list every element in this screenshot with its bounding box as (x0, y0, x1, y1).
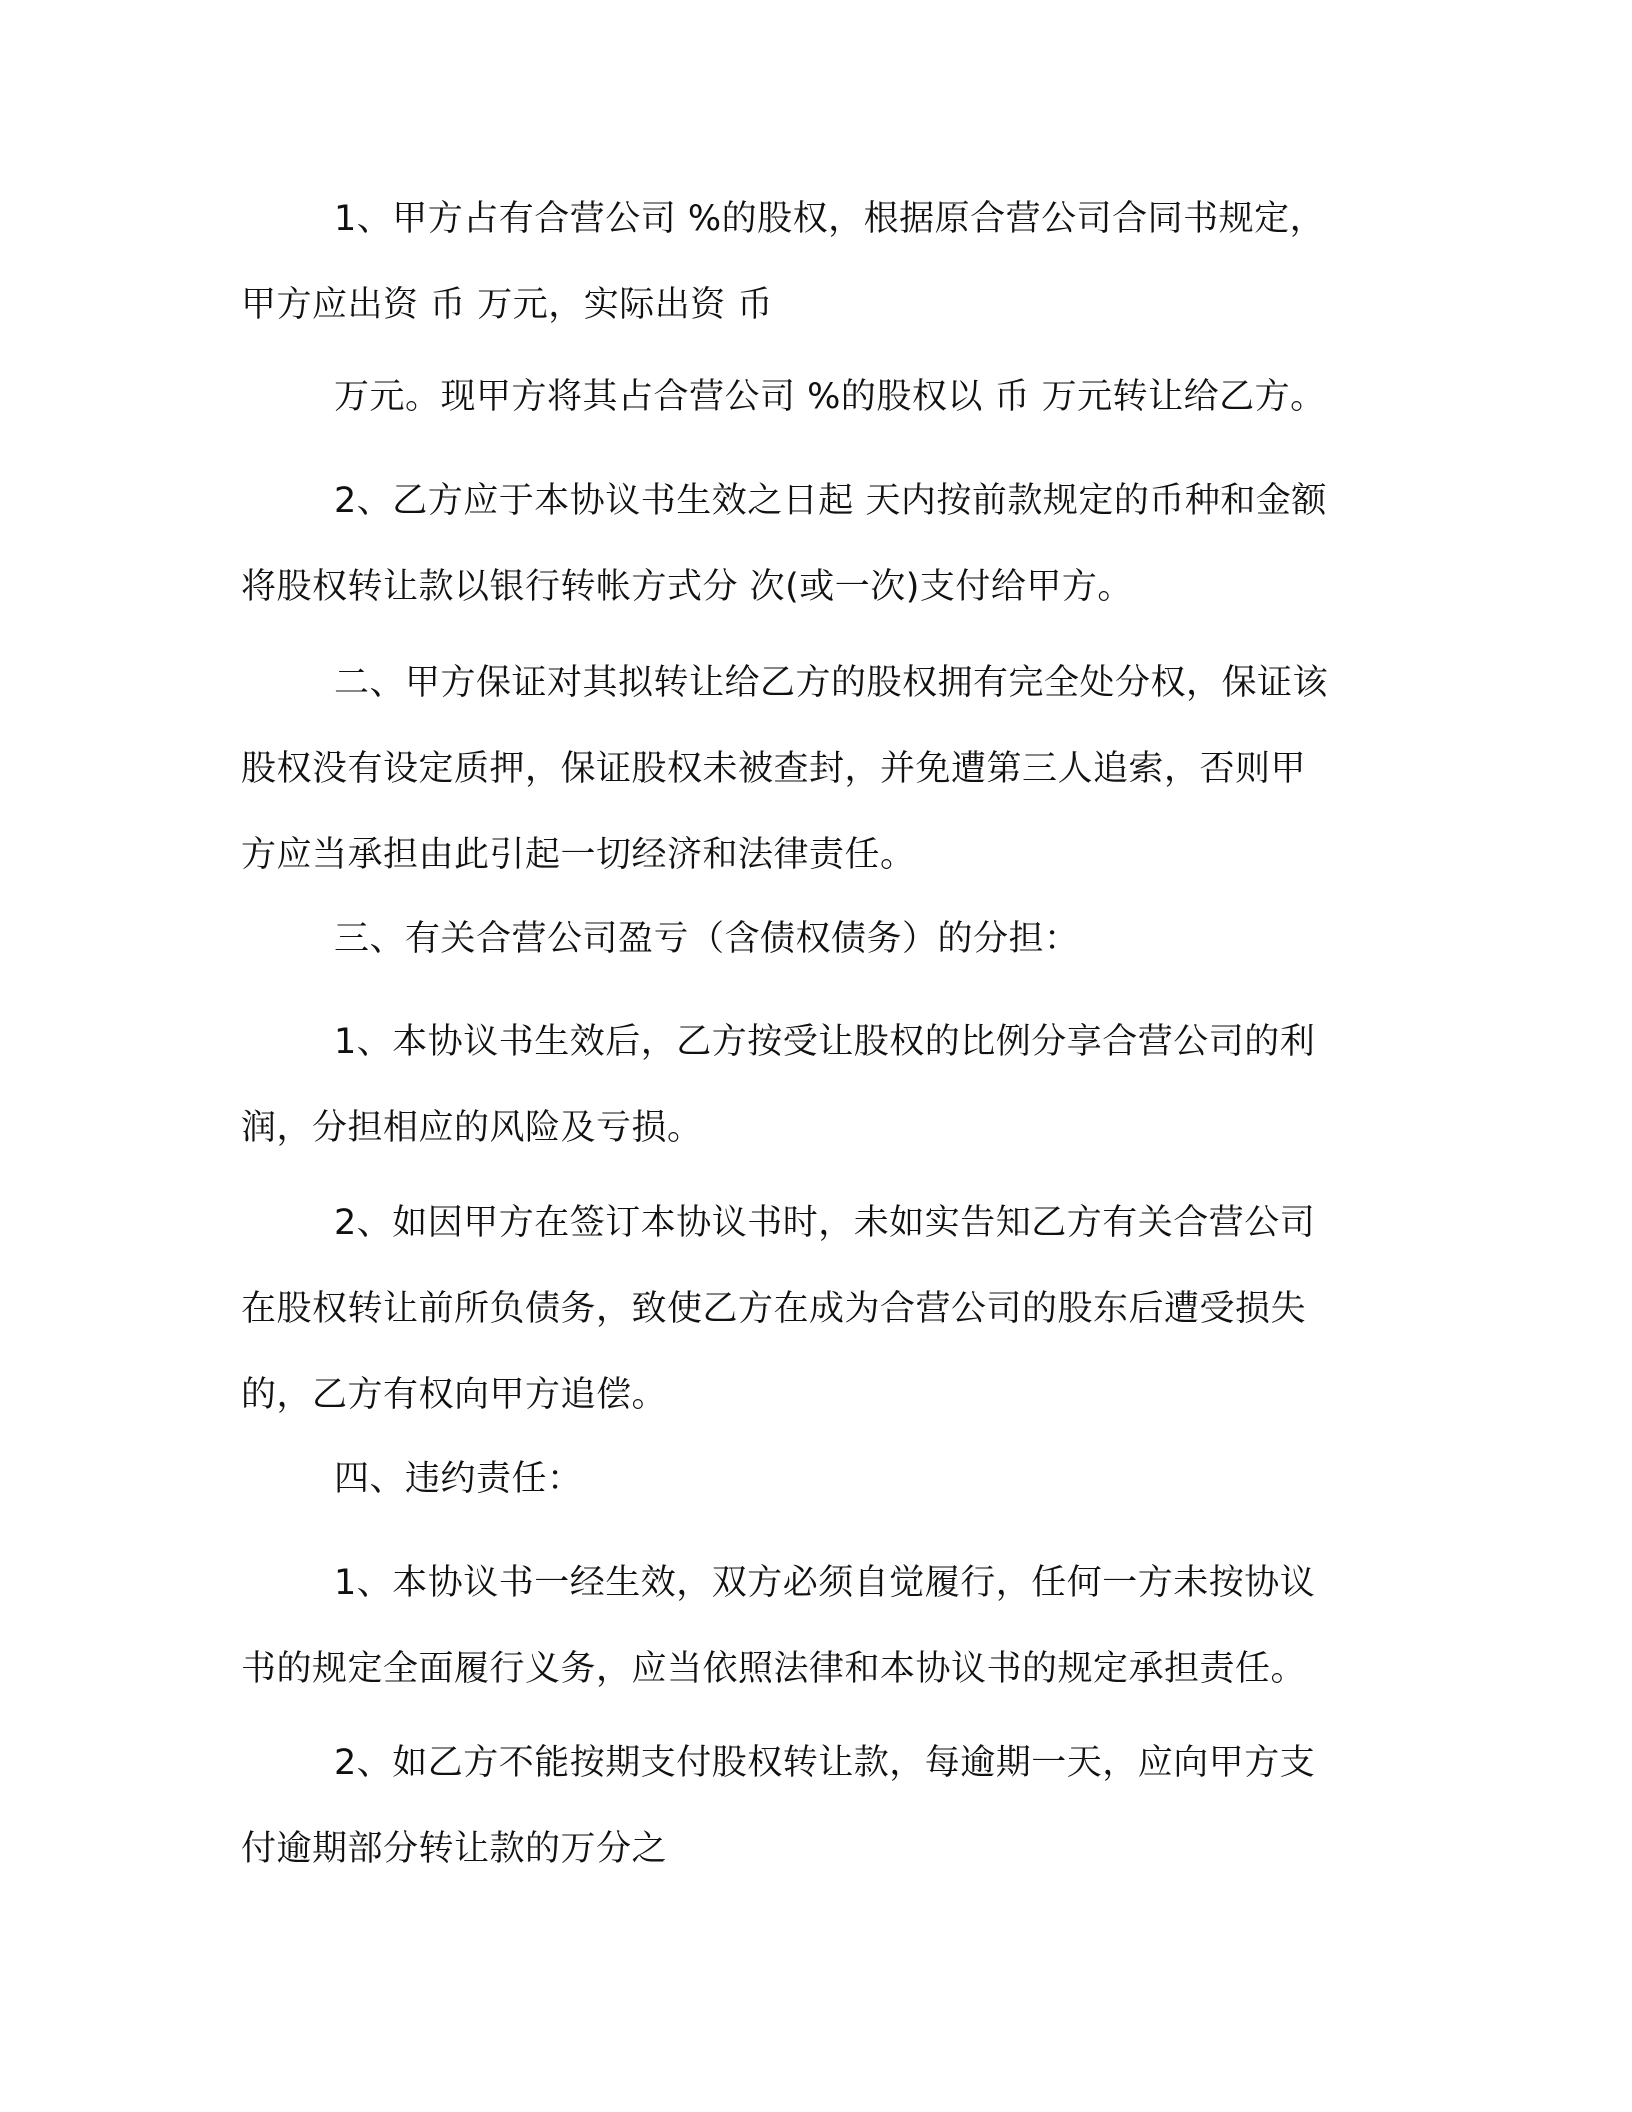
text-line: 二、甲方保证对其拟转让给乙方的股权拥有完全处分权，保证该 (334, 663, 1329, 703)
text-line: 1、本协议书一经生效，双方必须自觉履行，任何一方未按协议 (334, 1563, 1316, 1603)
text-line: 1、甲方占有合营公司 %的股权，根据原合营公司合同书规定， (334, 199, 1326, 239)
paragraph-profit-sharing (241, 999, 1391, 1171)
paragraph-guarantee (241, 640, 1391, 898)
text-line: 书的规定全面履行义务，应当依照法律和本协议书的规定承担责任。 (241, 1649, 1307, 1689)
text-line: 1、本协议书生效后，乙方按受让股权的比例分享合营公司的利 (334, 1022, 1316, 1062)
paragraph-late-payment (241, 1720, 1391, 1892)
text-line: 2、乙方应于本协议书生效之日起 天内按前款规定的币种和金额 (334, 481, 1327, 521)
text-line: 方应当承担由此引起一切经济和法律责任。 (241, 835, 916, 875)
text-line: 三、有关合营公司盈亏（含债权债务）的分担： (334, 919, 1080, 959)
text-line: 甲方应出资 币 万元，实际出资 币 (241, 285, 773, 325)
paragraph-payment-terms (241, 458, 1391, 630)
text-line: 2、如因甲方在签订本协议书时，未如实告知乙方有关合营公司 (334, 1203, 1316, 1243)
text-line: 的，乙方有权向甲方追偿。 (241, 1375, 668, 1415)
text-line: 四、违约责任： (334, 1459, 583, 1499)
section-heading-profit-loss (241, 896, 1391, 982)
paragraph-transfer-price (241, 354, 1391, 440)
text-line: 在股权转让前所负债务，致使乙方在成为合营公司的股东后遭受损失 (241, 1289, 1307, 1329)
text-line: 润，分担相应的风险及亏损。 (241, 1108, 703, 1148)
text-line: 将股权转让款以银行转帐方式分 次(或一次)支付给甲方。 (241, 567, 1133, 607)
text-line: 2、如乙方不能按期支付股权转让款，每逾期一天，应向甲方支 (334, 1743, 1316, 1783)
text-line: 股权没有设定质押，保证股权未被查封，并免遭第三人追索，否则甲 (241, 749, 1307, 789)
text-line: 付逾期部分转让款的万分之 (241, 1829, 668, 1869)
paragraph-performance-obligation (241, 1540, 1391, 1712)
section-heading-liability (241, 1436, 1391, 1522)
paragraph-undisclosed-debts (241, 1180, 1391, 1438)
text-line: 万元。现甲方将其占合营公司 %的股权以 币 万元转让给乙方。 (334, 377, 1326, 417)
paragraph-share-contribution (241, 176, 1391, 348)
